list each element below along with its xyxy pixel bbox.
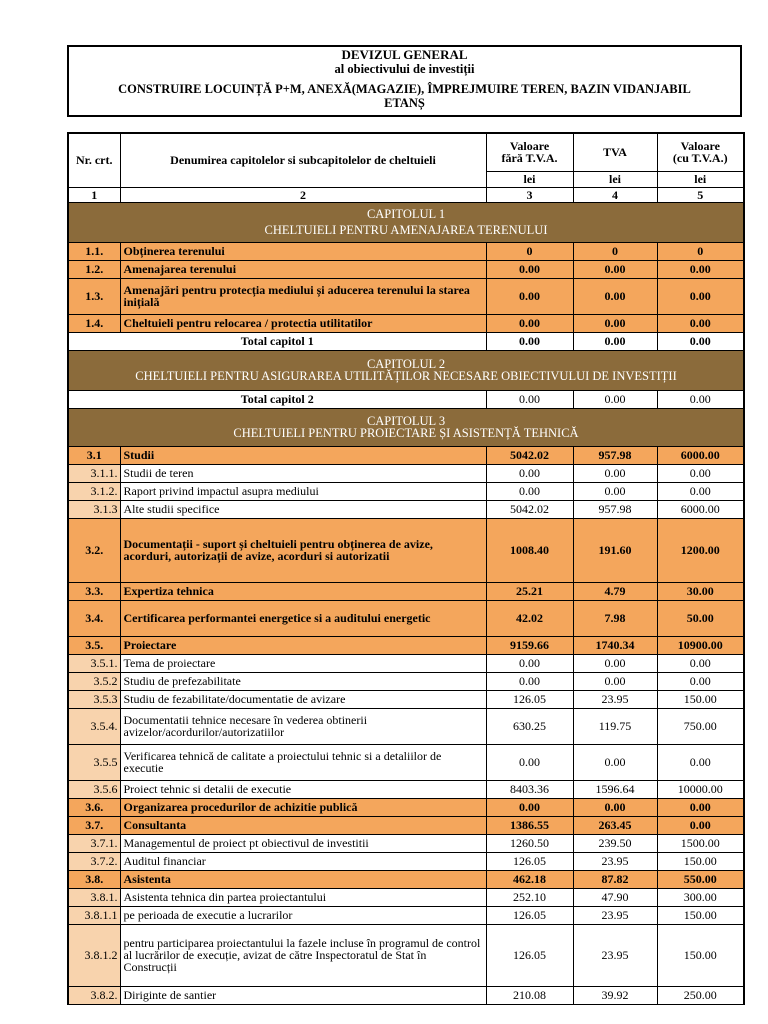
chapter-3-row: [68, 708, 744, 744]
header-description: Denumirea capitolelor si subcapitolelor de cheltuieli: [120, 133, 486, 187]
vat-amount: 1596.64: [573, 780, 657, 798]
total-value-with-vat: 0.00: [657, 332, 744, 350]
chapter-1-subtitle: CHELTUIELI PENTRU AMENAJAREA TERENULUI: [264, 223, 548, 237]
vat-amount: 39.92: [573, 986, 657, 1004]
value-with-vat: 0.00: [657, 278, 744, 314]
vat-amount: 0.00: [573, 672, 657, 690]
row-description: Raport privind impactul asupra mediului: [120, 482, 486, 500]
value-with-vat: 50.00: [657, 600, 744, 636]
chapter-2-title: CAPITOLUL 2: [366, 357, 446, 371]
row-index: 3.5.: [68, 636, 120, 654]
row-description: Studii de teren: [120, 464, 486, 482]
unit-lei: lei: [573, 171, 657, 187]
header-value-with-vat: Valoare (cu T.V.A.): [657, 133, 744, 171]
value-without-vat: 0.00: [486, 464, 573, 482]
value-without-vat: 252.10: [486, 888, 573, 906]
document-title: DEVIZUL GENERAL: [341, 47, 468, 62]
row-index: 3.8.2.: [68, 986, 120, 1004]
chapter-3-row: [68, 744, 744, 780]
row-index: 3.1: [68, 446, 120, 464]
vat-amount: 0: [573, 242, 657, 260]
row-description: Amenajarea terenului: [120, 260, 486, 278]
row-index: 3.5.6: [68, 780, 120, 798]
row-index: 3.5.2: [68, 672, 120, 690]
vat-amount: 23.95: [573, 924, 657, 986]
vat-amount: 191.60: [573, 518, 657, 582]
vat-amount: 119.75: [573, 708, 657, 744]
value-without-vat: 210.08: [486, 986, 573, 1004]
chapter-3-header: [68, 408, 744, 446]
value-without-vat: 0.00: [486, 314, 573, 332]
value-without-vat: 8403.36: [486, 780, 573, 798]
value-without-vat: 9159.66: [486, 636, 573, 654]
value-with-vat: 0.00: [657, 798, 744, 816]
row-description: Studiu de fezabilitate/documentatie de avizare: [120, 690, 486, 708]
value-without-vat: 126.05: [486, 924, 573, 986]
value-with-vat: 150.00: [657, 852, 744, 870]
row-description: pe perioada de executie a lucrarilor: [120, 906, 486, 924]
row-description: Consultanta: [120, 816, 486, 834]
row-description: Proiectare: [120, 636, 486, 654]
row-index: 3.5.4.: [68, 708, 120, 744]
row-description: Asistenta tehnica din partea proiectantului: [120, 888, 486, 906]
row-index: 1.4.: [68, 314, 120, 332]
value-without-vat: 126.05: [486, 906, 573, 924]
column-number: 3: [486, 187, 573, 202]
row-description: Tema de proiectare: [120, 654, 486, 672]
chapter-3-row: [68, 654, 744, 672]
total-label: Total capitol 1: [68, 332, 486, 350]
row-description: Amenajări pentru protecția mediului și aducerea terenului la starea inițială: [120, 278, 486, 314]
row-index: 3.5.3: [68, 690, 120, 708]
value-with-vat: 10900.00: [657, 636, 744, 654]
row-index: 1.2.: [68, 260, 120, 278]
value-with-vat: 550.00: [657, 870, 744, 888]
total-value-without-vat: 0.00: [486, 390, 573, 408]
vat-amount: 0.00: [573, 278, 657, 314]
chapter-1-total: [68, 332, 744, 350]
header-value-without-vat: Valoare fără T.V.A.: [486, 133, 573, 171]
project-name: CONSTRUIRE LOCUINȚĂ P+M, ANEXĂ(MAGAZIE), ÎMPREJMUIRE TEREN, BAZIN VIDANJABIL: [118, 82, 691, 96]
value-with-vat: 0.00: [657, 654, 744, 672]
chapter-1-header: [68, 202, 744, 242]
row-description: Diriginte de santier: [120, 986, 486, 1004]
value-with-vat: 150.00: [657, 906, 744, 924]
column-number: 4: [573, 187, 657, 202]
row-index: 3.5.5: [68, 744, 120, 780]
row-description: Certificarea performantei energetice si a auditului energetic: [120, 600, 486, 636]
column-number: 1: [68, 187, 120, 202]
chapter-3-row: [68, 464, 744, 482]
row-index: 3.2.: [68, 518, 120, 582]
vat-amount: 263.45: [573, 816, 657, 834]
unit-lei: lei: [486, 171, 573, 187]
row-index: 3.1.1.: [68, 464, 120, 482]
vat-amount: 0.00: [573, 314, 657, 332]
chapter-3-row: [68, 870, 744, 888]
row-description: Studii: [120, 446, 486, 464]
row-description: Managementul de proiect pt obiectivul de investitii: [120, 834, 486, 852]
vat-amount: 0.00: [573, 798, 657, 816]
chapter-3-row: [68, 888, 744, 906]
value-with-vat: 10000.00: [657, 780, 744, 798]
value-with-vat: 300.00: [657, 888, 744, 906]
row-index: 3.1.2.: [68, 482, 120, 500]
value-with-vat: 0.00: [657, 744, 744, 780]
header-nr-crt: Nr. crt.: [68, 133, 120, 187]
vat-amount: 0.00: [573, 482, 657, 500]
total-label: Total capitol 2: [68, 390, 486, 408]
chapter-3-row: [68, 906, 744, 924]
value-without-vat: 5042.02: [486, 500, 573, 518]
chapter-3-row: [68, 816, 744, 834]
value-without-vat: 42.02: [486, 600, 573, 636]
project-name-continued: ETANȘ: [384, 96, 425, 110]
value-with-vat: 0.00: [657, 672, 744, 690]
value-without-vat: 0.00: [486, 744, 573, 780]
value-with-vat: 1200.00: [657, 518, 744, 582]
row-index: 1.3.: [68, 278, 120, 314]
chapter-2-subtitle: CHELTUIELI PENTRU ASIGURAREA UTILITĂȚILOR NECESARE OBIECTIVULUI DE INVESTIȚII: [135, 369, 677, 383]
chapter-3-row: [68, 690, 744, 708]
value-with-vat: 6000.00: [657, 446, 744, 464]
row-description: Documentatii tehnice necesare în vederea obtinerii avizelor/acordurilor/autorizatiilor: [120, 708, 486, 744]
row-description: Obținerea terenului: [120, 242, 486, 260]
row-description: Alte studii specifice: [120, 500, 486, 518]
chapter-1-title: CAPITOLUL 1: [366, 207, 446, 221]
vat-amount: 47.90: [573, 888, 657, 906]
total-vat: 0.00: [573, 332, 657, 350]
value-without-vat: 1008.40: [486, 518, 573, 582]
value-without-vat: 126.05: [486, 852, 573, 870]
value-with-vat: 0.00: [657, 314, 744, 332]
value-with-vat: 150.00: [657, 924, 744, 986]
row-description: Cheltuieli pentru relocarea / protectia utilitatilor: [120, 314, 486, 332]
value-without-vat: 0.00: [486, 654, 573, 672]
chapter-1-row: [68, 314, 744, 332]
total-vat: 0.00: [573, 390, 657, 408]
chapter-3-row: [68, 482, 744, 500]
row-description: Organizarea procedurilor de achizitie publică: [120, 798, 486, 816]
document-subtitle: al obiectivului de investiții: [334, 62, 475, 76]
row-index: 3.5.1.: [68, 654, 120, 672]
value-without-vat: 630.25: [486, 708, 573, 744]
row-description: Asistenta: [120, 870, 486, 888]
value-with-vat: 750.00: [657, 708, 744, 744]
vat-amount: 957.98: [573, 446, 657, 464]
vat-amount: 23.95: [573, 852, 657, 870]
vat-amount: 1740.34: [573, 636, 657, 654]
value-without-vat: 0.00: [486, 278, 573, 314]
vat-amount: 23.95: [573, 906, 657, 924]
row-index: 3.1.3: [68, 500, 120, 518]
chapter-3-row: [68, 500, 744, 518]
chapter-3-row: [68, 518, 744, 582]
value-without-vat: 0.00: [486, 260, 573, 278]
value-with-vat: 1500.00: [657, 834, 744, 852]
row-index: 3.8.1.1: [68, 906, 120, 924]
chapter-3-row: [68, 672, 744, 690]
chapter-3-row: [68, 924, 744, 986]
value-with-vat: 0.00: [657, 464, 744, 482]
chapter-3-row: [68, 600, 744, 636]
value-without-vat: 0.00: [486, 798, 573, 816]
chapter-3-row: [68, 986, 744, 1004]
value-without-vat: 0.00: [486, 672, 573, 690]
row-index: 3.8.1.: [68, 888, 120, 906]
chapter-2-header: [68, 350, 744, 390]
row-index: 3.4.: [68, 600, 120, 636]
value-without-vat: 0.00: [486, 482, 573, 500]
vat-amount: 23.95: [573, 690, 657, 708]
vat-amount: 4.79: [573, 582, 657, 600]
vat-amount: 0.00: [573, 260, 657, 278]
header-vat: TVA: [573, 133, 657, 171]
value-without-vat: 0: [486, 242, 573, 260]
chapter-3-row: [68, 780, 744, 798]
cost-estimate-table: [67, 132, 745, 1005]
chapter-3-row: [68, 582, 744, 600]
chapter-1-row: [68, 260, 744, 278]
value-without-vat: 5042.02: [486, 446, 573, 464]
column-number-row: [68, 187, 744, 202]
chapter-2-total: [68, 390, 744, 408]
vat-amount: 0.00: [573, 654, 657, 672]
vat-amount: 957.98: [573, 500, 657, 518]
chapter-1-row: [68, 278, 744, 314]
row-description: Auditul financiar: [120, 852, 486, 870]
row-description: pentru participarea proiectantului la fazele incluse în programul de control al lucrărilor de execuție, avizat de către Inspectoratul de Stat în Construcții: [120, 924, 486, 986]
document-title-box: [67, 45, 742, 117]
value-with-vat: 0.00: [657, 816, 744, 834]
table-header-row: [68, 133, 744, 171]
vat-amount: 0.00: [573, 744, 657, 780]
chapter-3-row: [68, 798, 744, 816]
row-description: Expertiza tehnica: [120, 582, 486, 600]
row-description: Documentații - suport și cheltuieli pentru obținerea de avize, acorduri, autorizații de avize, acorduri si autorizatii: [120, 518, 486, 582]
value-with-vat: 150.00: [657, 690, 744, 708]
value-with-vat: 0.00: [657, 482, 744, 500]
vat-amount: 7.98: [573, 600, 657, 636]
row-index: 1.1.: [68, 242, 120, 260]
chapter-3-subtitle: CHELTUIELI PENTRU PROIECTARE ȘI ASISTENȚĂ TEHNICĂ: [233, 426, 579, 440]
value-with-vat: 0.00: [657, 260, 744, 278]
row-index: 3.7.2.: [68, 852, 120, 870]
unit-lei: lei: [657, 171, 744, 187]
column-number: 2: [120, 187, 486, 202]
value-without-vat: 25.21: [486, 582, 573, 600]
chapter-1-row: [68, 242, 744, 260]
row-index: 3.8.1.2: [68, 924, 120, 986]
chapter-3-row: [68, 834, 744, 852]
row-index: 3.7.1.: [68, 834, 120, 852]
vat-amount: 87.82: [573, 870, 657, 888]
row-index: 3.6.: [68, 798, 120, 816]
chapter-3-title: CAPITOLUL 3: [366, 414, 446, 428]
value-without-vat: 126.05: [486, 690, 573, 708]
value-with-vat: 30.00: [657, 582, 744, 600]
row-index: 3.3.: [68, 582, 120, 600]
column-number: 5: [657, 187, 744, 202]
vat-amount: 239.50: [573, 834, 657, 852]
value-with-vat: 6000.00: [657, 500, 744, 518]
value-without-vat: 1260.50: [486, 834, 573, 852]
row-index: 3.8.: [68, 870, 120, 888]
value-with-vat: 0: [657, 242, 744, 260]
value-with-vat: 250.00: [657, 986, 744, 1004]
total-value-with-vat: 0.00: [657, 390, 744, 408]
total-value-without-vat: 0.00: [486, 332, 573, 350]
chapter-3-row: [68, 636, 744, 654]
vat-amount: 0.00: [573, 464, 657, 482]
chapter-3-row: [68, 446, 744, 464]
row-index: 3.7.: [68, 816, 120, 834]
chapter-3-row: [68, 852, 744, 870]
row-description: Verificarea tehnică de calitate a proiectului tehnic si a detaliilor de executie: [120, 744, 486, 780]
row-description: Proiect tehnic si detalii de executie: [120, 780, 486, 798]
value-without-vat: 1386.55: [486, 816, 573, 834]
row-description: Studiu de prefezabilitate: [120, 672, 486, 690]
value-without-vat: 462.18: [486, 870, 573, 888]
